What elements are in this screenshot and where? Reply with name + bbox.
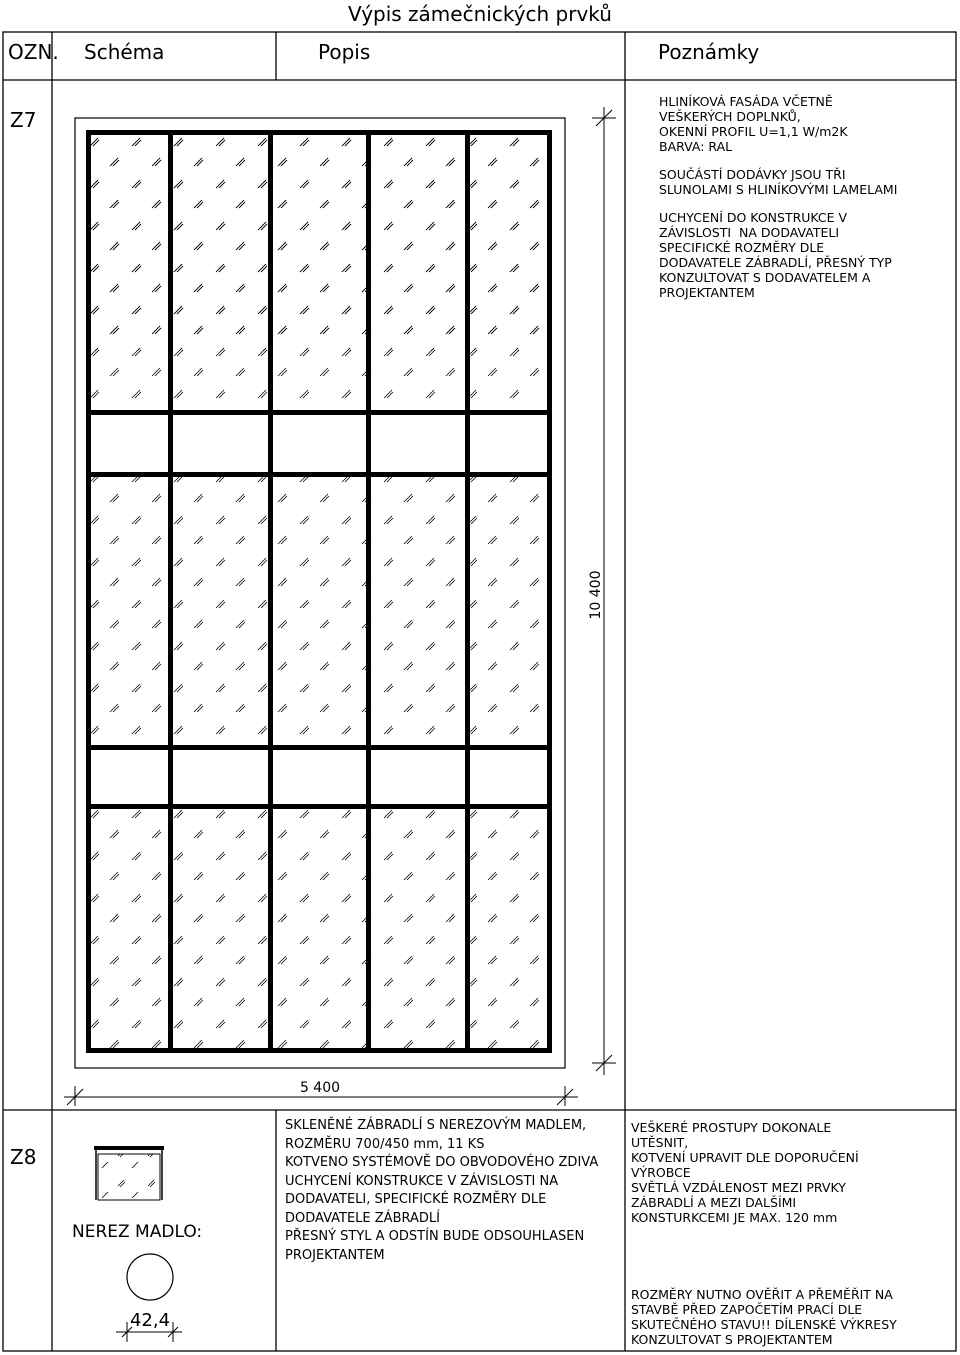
item-code-z8: Z8 (10, 1145, 37, 1169)
item-code-z7: Z7 (10, 108, 37, 132)
z7-note-3: UCHYCENÍ DO KONSTRUKCE V ZÁVISLOSTI NA DODAVATELI SPECIFICKÉ ROZMĚRY DLE DODAVATELE ZÁBRADLÍ, PŘESNÝ TYP KONZULTOVAT S DODAVATELEM A PROJEKTANTEM (659, 210, 892, 300)
z8-description: SKLENĚNÉ ZÁBRADLÍ S NEREZOVÝM MADLEM, ROZMĚRU 700/450 mm, 11 KS KOTVENO SYSTÉMOVĚ DO OBVODOVÉHO ZDIVA UCHYCENÍ KONSTRUKCE V ZÁVISLOSTI NA DODAVATELI, SPECIFICKÉ ROZMĚRY DLE DODAVATELE ZÁBRADLÍ PŘESNÝ STYL A ODSTÍN BUDE ODSOUHLASEN PROJEKTANTEM (285, 1118, 599, 1263)
handrail-dimension: 42,4 (129, 1310, 171, 1331)
header-schema: Schéma (84, 40, 165, 64)
header-ozn: OZN. (8, 40, 59, 64)
z8-note-2: ROZMĚRY NUTNO OVĚŘIT A PŘEMĚŘIT NA STAVBĚ PŘED ZAPOČETÍM PRACÍ DLE SKUTEČNÉHO STAVU!! DÍLENSKÉ VÝKRESY KONZULTOVAT S PROJEKTANTEM (631, 1287, 897, 1347)
z8-note-1: VEŠKERÉ PROSTUPY DOKONALE UTĚSNIT, KOTVENÍ UPRAVIT DLE DOPORUČENÍ VÝROBCE SVĚTLÁ VZDÁLENOST MEZI PRVKY ZÁBRADLÍ A MEZI DALŠÍMI KONSTURKCEMI JE MAX. 120 mm (631, 1120, 859, 1225)
header-popis: Popis (318, 40, 371, 64)
header-poznamky: Poznámky (658, 40, 760, 64)
z7-note-1: HLINÍKOVÁ FASÁDA VČETNĚ VEŠKERÝCH DOPLNKŮ, OKENNÍ PROFIL U=1,1 W/m2K BARVA: RAL (659, 94, 848, 154)
handrail-label: NEREZ MADLO: (72, 1222, 203, 1242)
page-title: Výpis zámečnických prvků (348, 2, 612, 26)
dimension-width-label: 5 400 (299, 1080, 341, 1096)
dimension-height-label: 10 400 (588, 570, 604, 620)
z7-note-2: SOUČÁSTÍ DODÁVKY JSOU TŘI SLUNOLAMI S HLINÍKOVÝMI LAMELAMI (659, 167, 898, 197)
